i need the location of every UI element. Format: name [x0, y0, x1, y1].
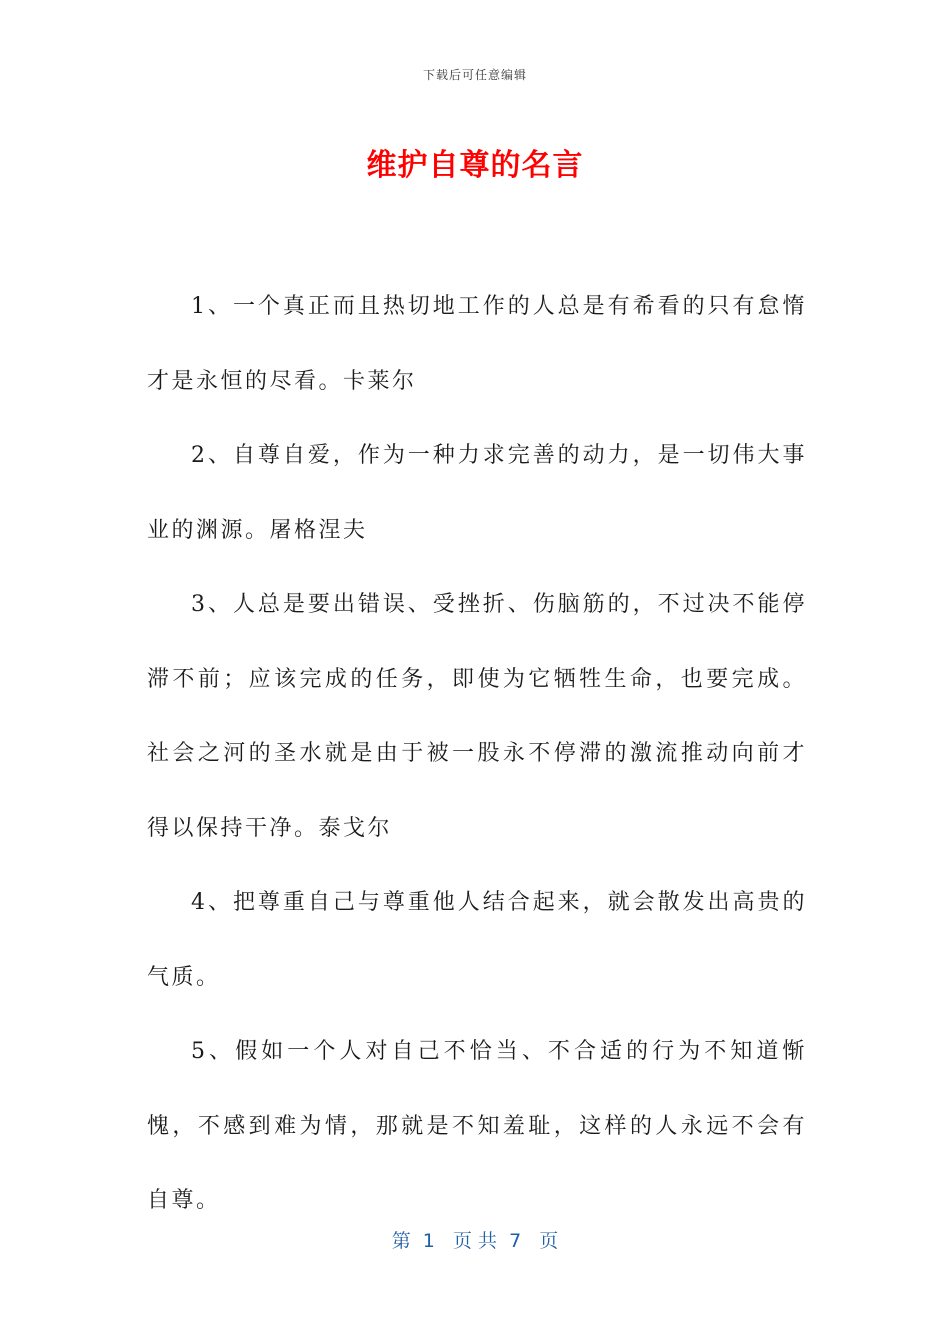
quote-paragraph-5: 5、假如一个人对自己不恰当、不合适的行为不知道惭愧，不感到难为情，那就是不知羞耻，这样的人永远不会有自尊。 — [147, 1039, 807, 1213]
quote-paragraph-3: 3、人总是要出错误、受挫折、伤脑筋的，不过决不能停滞不前；应该完成的任务，即使为它牺牲生命，也要完成。社会之河的圣水就是由于被一股永不停滞的激流推动向前才得以保持干净。泰戈尔 — [147, 592, 807, 841]
quote-paragraph-4: 4、把尊重自己与尊重他人结合起来，就会散发出高贵的气质。 — [147, 890, 807, 990]
document-title: 维护自尊的名言 — [366, 148, 584, 183]
page-number-footer: 第 1 页 共 7 页 — [391, 1230, 559, 1252]
quote-paragraph-1: 1、一个真正而且热切地工作的人总是有希看的只有怠惰才是永恒的尽看。卡莱尔 — [147, 294, 807, 394]
document-body — [147, 270, 807, 1239]
quote-paragraph-2: 2、自尊自爱，作为一种力求完善的动力，是一切伟大事业的渊源。屠格涅夫 — [147, 443, 807, 543]
header-note: 下载后可任意编辑 — [422, 68, 527, 82]
